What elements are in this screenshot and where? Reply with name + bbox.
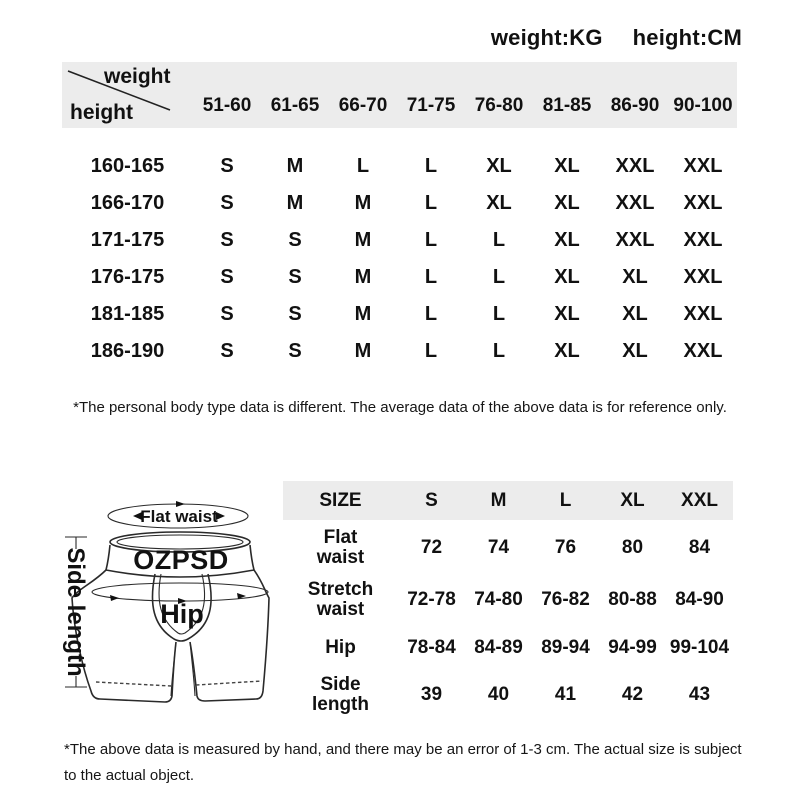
height-row-label: 160-165 [90,155,165,177]
size-cell: M [354,229,372,251]
flat-waist-label: Flat waist [140,507,218,526]
height-row-label: 181-185 [90,303,165,325]
size-cell: M [354,303,372,325]
size-cell: L [356,155,370,177]
matrix-corner-cell [62,62,193,128]
size-cell: XXL [683,266,723,288]
size-cell: L [424,266,438,288]
measure-row-hip [283,624,733,672]
size-cell: XXL [683,192,723,214]
hip-arrow-icon [110,595,119,601]
measure-row-flat-waist [283,520,733,576]
size-cell: M [286,155,304,177]
size-cell: XL [554,340,580,362]
measure-value: 74 [487,537,510,558]
size-cell: XXL [615,155,655,177]
size-cell: S [288,340,302,362]
height-row-label: 171-175 [90,229,165,251]
measure-value: 80-88 [608,589,657,610]
size-cell: L [424,229,438,251]
corner-weight-label: weight [104,65,171,88]
size-cell: L [424,340,438,362]
size-cell: S [220,266,234,288]
height-row-label: 176-175 [90,266,165,288]
size-cell: S [220,340,234,362]
size-cell: XL [554,192,580,214]
measure-value: 76 [554,537,577,558]
measure-header-row [283,481,733,520]
size-cell: XL [554,266,580,288]
size-matrix-header [62,62,737,128]
weight-col-header: 76-80 [474,95,524,116]
measure-value: 72-78 [407,589,456,610]
size-cell: XXL [615,229,655,251]
measure-header-cell: L [559,489,572,511]
size-cell: S [288,303,302,325]
weight-col-header: 90-100 [673,95,733,116]
hip-label: Hip [160,599,204,629]
measurement-disclaimer-note: *The above data is measured by hand, and there may be an error of 1-3 cm. The actual size is subject to the actual object. [64,741,742,784]
corner-height-label: height [70,101,133,124]
measure-value: 42 [621,684,644,705]
size-cell: XL [554,303,580,325]
measure-value: 89-94 [541,637,590,658]
measure-value: 41 [554,684,577,705]
size-cell: XL [486,192,512,214]
size-cell: L [424,155,438,177]
size-cell: XXL [683,155,723,177]
measure-row-label: Stretch waist [307,579,374,620]
size-cell: XXL [615,192,655,214]
size-cell: L [492,340,506,362]
size-cell: L [492,266,506,288]
weight-unit-label: weight:KG [490,25,603,50]
size-cell: L [492,303,506,325]
measure-value: 84 [688,537,711,558]
size-cell: XL [486,155,512,177]
units-line [491,25,742,51]
size-cell: S [220,192,234,214]
size-cell: L [492,229,506,251]
size-cell: M [354,340,372,362]
size-cell: L [424,303,438,325]
measure-value: 74-80 [474,589,523,610]
height-row-label: 166-170 [90,192,165,214]
size-cell: S [220,155,234,177]
size-cell: XXL [683,340,723,362]
size-cell: XXL [683,229,723,251]
measure-value: 84-90 [675,589,724,610]
size-cell: S [220,229,234,251]
measure-row-stretch-waist [283,576,733,624]
measure-row-label: Flat waist [316,527,365,568]
size-cell: XL [622,340,648,362]
measure-value: 78-84 [407,637,456,658]
brand-logo: OZPSD [133,545,229,575]
measure-value: 39 [420,684,443,705]
size-matrix-body [62,148,737,370]
size-cell: XL [554,155,580,177]
size-cell: L [424,192,438,214]
measure-row-label: Hip [325,637,356,659]
measure-value: 80 [621,537,644,558]
left-hem-stitch [96,682,171,686]
size-cell: S [288,266,302,288]
size-cell: XL [622,266,648,288]
measurements-table [283,481,733,718]
right-hem-stitch [196,681,262,685]
size-cell: S [288,229,302,251]
boxer-shorts-diagram [35,470,297,715]
side-length-label: Side length [62,547,89,677]
height-row-label: 186-190 [90,340,165,362]
size-cell: XL [554,229,580,251]
weight-col-header: 66-70 [338,95,388,116]
measure-header-cell: XXL [681,489,718,511]
measure-header-cell: SIZE [319,489,362,511]
size-cell: M [354,192,372,214]
weight-col-header: 86-90 [610,95,660,116]
weight-col-header: 81-85 [542,95,592,116]
weight-col-header: 71-75 [406,95,456,116]
matrix-reference-note: *The personal body type data is different. The average data of the above data is for reference only. [73,399,727,416]
measure-header-cell: S [425,489,438,511]
weight-col-header: 51-60 [202,95,252,116]
measure-header-cell: XL [620,489,645,511]
size-cell: XL [622,303,648,325]
measure-header-cell: M [490,489,507,511]
weight-col-header: 61-65 [270,95,320,116]
size-cell: S [220,303,234,325]
size-cell: M [286,192,304,214]
height-unit-label: height:CM [632,25,742,50]
measure-value: 99-104 [669,637,730,658]
size-cell: M [354,266,372,288]
measure-value: 43 [688,684,711,705]
measure-row-side-length [283,672,733,718]
measure-row-label: Side length [312,674,369,715]
measure-value: 94-99 [608,637,657,658]
measure-value: 84-89 [474,637,523,658]
size-cell: XXL [683,303,723,325]
measure-value: 72 [420,537,443,558]
measure-value: 76-82 [541,589,590,610]
measure-value: 40 [487,684,510,705]
